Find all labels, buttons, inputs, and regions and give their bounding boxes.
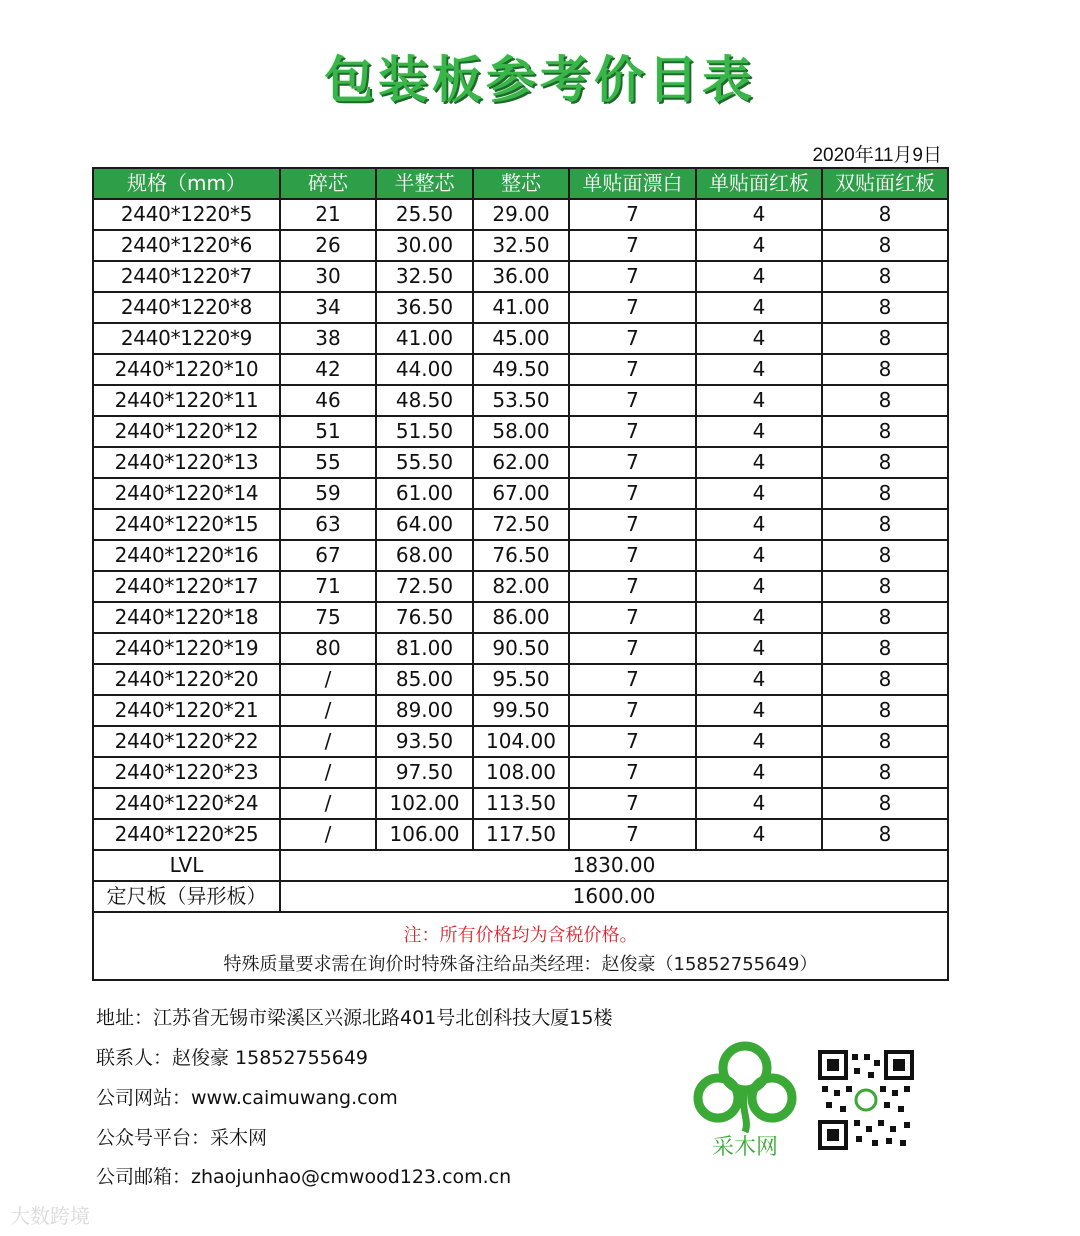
spec-cell: 2440*1220*19 <box>93 633 280 664</box>
half-core-cell: 72.50 <box>376 571 473 602</box>
full-core-cell: 72.50 <box>473 509 569 540</box>
single-red-cell: 4 <box>696 199 822 230</box>
full-core-cell: 95.50 <box>473 664 569 695</box>
half-core-cell: 102.00 <box>376 788 473 819</box>
single-bleached-cell: 7 <box>569 664 696 695</box>
header-half-core: 半整芯 <box>376 168 473 199</box>
single-red-cell: 4 <box>696 292 822 323</box>
spec-cell: 2440*1220*18 <box>93 602 280 633</box>
full-core-cell: 99.50 <box>473 695 569 726</box>
single-red-cell: 4 <box>696 571 822 602</box>
double-red-cell: 8 <box>822 757 948 788</box>
quality-note: 特殊质量要求需在询价时特殊备注给品类经理：赵俊豪（15852755649） <box>223 954 818 975</box>
single-red-cell: 4 <box>696 602 822 633</box>
contact-person-text: 联系人：赵俊豪 15852755649 <box>96 1047 369 1069</box>
single-red-cell: 4 <box>696 819 822 850</box>
spec-cell: 2440*1220*14 <box>93 478 280 509</box>
double-red-cell: 8 <box>822 509 948 540</box>
price-table <box>92 167 949 981</box>
spec-cell: 2440*1220*11 <box>93 385 280 416</box>
company-logo <box>690 1040 800 1160</box>
single-red-cell: 4 <box>696 447 822 478</box>
table-row <box>93 416 948 447</box>
single-red-cell: 4 <box>696 664 822 695</box>
single-bleached-cell: 7 <box>569 726 696 757</box>
full-core-cell: 36.00 <box>473 261 569 292</box>
spec-cell: 2440*1220*16 <box>93 540 280 571</box>
table-row <box>93 726 948 757</box>
broken-core-cell: 38 <box>280 323 376 354</box>
broken-core-cell: 46 <box>280 385 376 416</box>
full-core-cell: 82.00 <box>473 571 569 602</box>
table-row <box>93 757 948 788</box>
half-core-cell: 93.50 <box>376 726 473 757</box>
single-red-cell: 4 <box>696 757 822 788</box>
broken-core-cell: 51 <box>280 416 376 447</box>
half-core-cell: 48.50 <box>376 385 473 416</box>
double-red-cell: 8 <box>822 447 948 478</box>
single-bleached-cell: 7 <box>569 354 696 385</box>
full-core-cell: 117.50 <box>473 819 569 850</box>
double-red-cell: 8 <box>822 385 948 416</box>
header-single-red: 单贴面红板 <box>696 168 822 199</box>
spec-cell: 2440*1220*21 <box>93 695 280 726</box>
single-bleached-cell: 7 <box>569 540 696 571</box>
broken-core-cell: 71 <box>280 571 376 602</box>
half-core-cell: 81.00 <box>376 633 473 664</box>
half-core-cell: 32.50 <box>376 261 473 292</box>
website-link[interactable]: 公司网站：www.caimuwang.com <box>96 1087 398 1109</box>
full-core-cell: 45.00 <box>473 323 569 354</box>
note-cell <box>93 912 948 980</box>
full-core-cell: 62.00 <box>473 447 569 478</box>
half-core-cell: 76.50 <box>376 602 473 633</box>
double-red-cell: 8 <box>822 788 948 819</box>
table-row <box>93 261 948 292</box>
single-bleached-cell: 7 <box>569 788 696 819</box>
table-row <box>93 602 948 633</box>
table-row <box>93 509 948 540</box>
spec-cell: 2440*1220*13 <box>93 447 280 478</box>
half-core-cell: 55.50 <box>376 447 473 478</box>
single-red-cell: 4 <box>696 726 822 757</box>
broken-core-cell: / <box>280 726 376 757</box>
table-row <box>93 292 948 323</box>
fixed-size-price: 1600.00 <box>280 881 948 912</box>
double-red-cell: 8 <box>822 199 948 230</box>
lvl-price: 1830.00 <box>280 850 948 881</box>
price-date: 2020年11月9日 <box>812 145 942 166</box>
single-red-cell: 4 <box>696 509 822 540</box>
broken-core-cell: / <box>280 664 376 695</box>
table-row <box>93 664 948 695</box>
double-red-cell: 8 <box>822 478 948 509</box>
spec-cell: 2440*1220*7 <box>93 261 280 292</box>
spec-cell: 2440*1220*10 <box>93 354 280 385</box>
double-red-cell: 8 <box>822 540 948 571</box>
broken-core-cell: 34 <box>280 292 376 323</box>
full-core-cell: 53.50 <box>473 385 569 416</box>
spec-cell: 2440*1220*17 <box>93 571 280 602</box>
spec-cell: 2440*1220*12 <box>93 416 280 447</box>
broken-core-cell: 67 <box>280 540 376 571</box>
single-red-cell: 4 <box>696 416 822 447</box>
broken-core-cell: 26 <box>280 230 376 261</box>
full-core-cell: 90.50 <box>473 633 569 664</box>
double-red-cell: 8 <box>822 695 948 726</box>
broken-core-cell: 21 <box>280 199 376 230</box>
qr-code-icon <box>818 1050 914 1150</box>
spec-cell: 2440*1220*23 <box>93 757 280 788</box>
full-core-cell: 41.00 <box>473 292 569 323</box>
table-row <box>93 540 948 571</box>
spec-cell: 2440*1220*8 <box>93 292 280 323</box>
double-red-cell: 8 <box>822 633 948 664</box>
half-core-cell: 30.00 <box>376 230 473 261</box>
table-row <box>93 385 948 416</box>
note-row <box>93 912 948 980</box>
logo-text: 采木网 <box>711 1135 778 1160</box>
header-spec: 规格（mm） <box>93 168 280 199</box>
table-row <box>93 354 948 385</box>
double-red-cell: 8 <box>822 354 948 385</box>
single-red-cell: 4 <box>696 633 822 664</box>
double-red-cell: 8 <box>822 230 948 261</box>
spec-cell: 2440*1220*20 <box>93 664 280 695</box>
double-red-cell: 8 <box>822 602 948 633</box>
single-bleached-cell: 7 <box>569 571 696 602</box>
table-row <box>93 695 948 726</box>
header-full-core: 整芯 <box>473 168 569 199</box>
single-red-cell: 4 <box>696 478 822 509</box>
table-header-row <box>93 168 948 199</box>
header-broken-core: 碎芯 <box>280 168 376 199</box>
spec-cell: 2440*1220*6 <box>93 230 280 261</box>
single-red-cell: 4 <box>696 788 822 819</box>
single-red-cell: 4 <box>696 540 822 571</box>
broken-core-cell: / <box>280 819 376 850</box>
half-core-cell: 41.00 <box>376 323 473 354</box>
broken-core-cell: 42 <box>280 354 376 385</box>
broken-core-cell: / <box>280 695 376 726</box>
table-row <box>93 230 948 261</box>
single-bleached-cell: 7 <box>569 199 696 230</box>
single-bleached-cell: 7 <box>569 633 696 664</box>
broken-core-cell: 55 <box>280 447 376 478</box>
half-core-cell: 89.00 <box>376 695 473 726</box>
watermark-text: 大数跨境 <box>10 1204 90 1228</box>
address-text: 地址：江苏省无锡市梁溪区兴源北路401号北创科技大厦15楼 <box>96 1007 613 1029</box>
single-bleached-cell: 7 <box>569 416 696 447</box>
double-red-cell: 8 <box>822 726 948 757</box>
full-core-cell: 113.50 <box>473 788 569 819</box>
single-bleached-cell: 7 <box>569 509 696 540</box>
full-core-cell: 29.00 <box>473 199 569 230</box>
table-row <box>93 447 948 478</box>
single-red-cell: 4 <box>696 695 822 726</box>
broken-core-cell: 80 <box>280 633 376 664</box>
double-red-cell: 8 <box>822 416 948 447</box>
page-title: 包装板参考价目表 <box>324 51 756 109</box>
header-single-bleached: 单贴面漂白 <box>569 168 696 199</box>
half-core-cell: 68.00 <box>376 540 473 571</box>
table-row <box>93 478 948 509</box>
full-core-cell: 108.00 <box>473 757 569 788</box>
double-red-cell: 8 <box>822 819 948 850</box>
full-core-cell: 49.50 <box>473 354 569 385</box>
full-core-cell: 67.00 <box>473 478 569 509</box>
double-red-cell: 8 <box>822 261 948 292</box>
single-red-cell: 4 <box>696 230 822 261</box>
full-core-cell: 76.50 <box>473 540 569 571</box>
double-red-cell: 8 <box>822 323 948 354</box>
fixed-size-label: 定尺板（异形板） <box>93 881 280 912</box>
single-bleached-cell: 7 <box>569 819 696 850</box>
single-bleached-cell: 7 <box>569 230 696 261</box>
double-red-cell: 8 <box>822 292 948 323</box>
table-row <box>93 633 948 664</box>
single-bleached-cell: 7 <box>569 757 696 788</box>
half-core-cell: 44.00 <box>376 354 473 385</box>
single-bleached-cell: 7 <box>569 261 696 292</box>
half-core-cell: 25.50 <box>376 199 473 230</box>
half-core-cell: 106.00 <box>376 819 473 850</box>
broken-core-cell: 59 <box>280 478 376 509</box>
spec-cell: 2440*1220*5 <box>93 199 280 230</box>
email-link[interactable]: 公司邮箱：zhaojunhao@cmwood123.com.cn <box>96 1166 512 1188</box>
price-table-body <box>93 199 948 850</box>
spec-cell: 2440*1220*9 <box>93 323 280 354</box>
full-core-cell: 86.00 <box>473 602 569 633</box>
table-row <box>93 571 948 602</box>
table-row <box>93 819 948 850</box>
wechat-platform-text: 公众号平台：采木网 <box>96 1127 268 1149</box>
single-bleached-cell: 7 <box>569 292 696 323</box>
broken-core-cell: / <box>280 757 376 788</box>
half-core-cell: 97.50 <box>376 757 473 788</box>
single-bleached-cell: 7 <box>569 602 696 633</box>
fixed-size-row <box>93 881 948 912</box>
spec-cell: 2440*1220*25 <box>93 819 280 850</box>
half-core-cell: 85.00 <box>376 664 473 695</box>
single-bleached-cell: 7 <box>569 385 696 416</box>
tax-note: 注：所有价格均为含税价格。 <box>403 925 638 946</box>
single-red-cell: 4 <box>696 323 822 354</box>
spec-cell: 2440*1220*24 <box>93 788 280 819</box>
single-red-cell: 4 <box>696 354 822 385</box>
broken-core-cell: / <box>280 788 376 819</box>
single-bleached-cell: 7 <box>569 447 696 478</box>
spec-cell: 2440*1220*22 <box>93 726 280 757</box>
lvl-row <box>93 850 948 881</box>
single-bleached-cell: 7 <box>569 478 696 509</box>
header-double-red: 双贴面红板 <box>822 168 948 199</box>
single-bleached-cell: 7 <box>569 695 696 726</box>
broken-core-cell: 63 <box>280 509 376 540</box>
half-core-cell: 36.50 <box>376 292 473 323</box>
half-core-cell: 61.00 <box>376 478 473 509</box>
full-core-cell: 58.00 <box>473 416 569 447</box>
half-core-cell: 64.00 <box>376 509 473 540</box>
full-core-cell: 104.00 <box>473 726 569 757</box>
single-bleached-cell: 7 <box>569 323 696 354</box>
broken-core-cell: 75 <box>280 602 376 633</box>
double-red-cell: 8 <box>822 571 948 602</box>
single-red-cell: 4 <box>696 261 822 292</box>
double-red-cell: 8 <box>822 664 948 695</box>
spec-cell: 2440*1220*15 <box>93 509 280 540</box>
table-row <box>93 199 948 230</box>
full-core-cell: 32.50 <box>473 230 569 261</box>
broken-core-cell: 30 <box>280 261 376 292</box>
table-row <box>93 788 948 819</box>
half-core-cell: 51.50 <box>376 416 473 447</box>
lvl-label: LVL <box>93 850 280 881</box>
single-red-cell: 4 <box>696 385 822 416</box>
table-row <box>93 323 948 354</box>
